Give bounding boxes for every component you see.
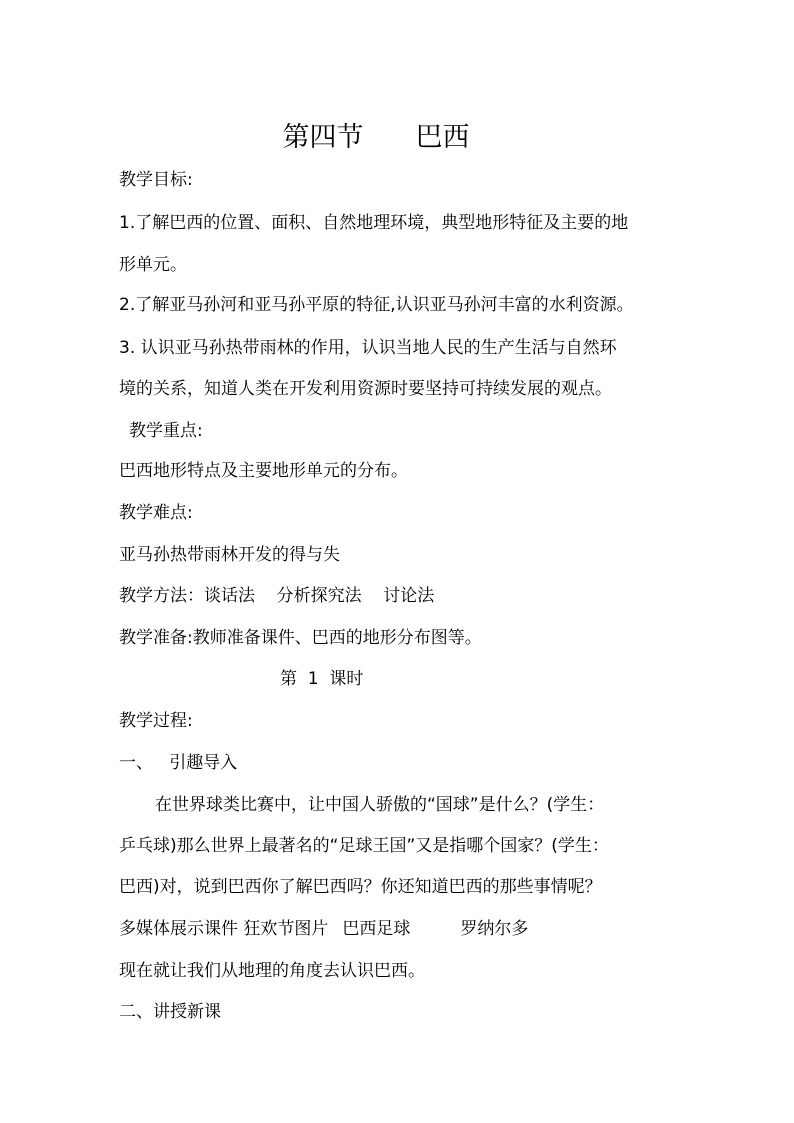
section-1-heading: 一、 引趣导入 [119,753,238,773]
intro-paragraph-line-1: 在世界球类比赛中，让中国人骄傲的“国球”是什么？(学生： [155,795,605,815]
key-points-text: 巴西地形特点及主要地形单元的分布。 [119,461,408,481]
teaching-preparation: 教学准备:教师准备课件、巴西的地形分布图等。 [119,628,482,648]
objective-2: 2.了解亚马孙河和亚马孙平原的特征,认识亚马孙河丰富的水利资源。 [119,295,634,315]
title-country: 巴西 [415,122,470,153]
teaching-objectives-heading: 教学目标: [119,170,193,190]
objective-1-line-1: 1.了解巴西的位置、面积、自然地理环境，典型地形特征及主要的地 [119,213,629,233]
page-title [0,121,752,155]
teaching-methods: 教学方法：谈话法 分析探究法 讨论法 [119,586,435,606]
objective-3-line-1: 3. 认识亚马孙热带雨林的作用，认识当地人民的生产生活与自然环 [119,338,617,358]
brazil-football-text: 巴西足球 [342,919,411,939]
multimedia-text: 多媒体展示课件 狂欢节图片 [119,919,329,939]
section-2-heading: 二、讲授新课 [119,1002,221,1022]
difficulties-text: 亚马孙热带雨林开发的得与失 [119,545,340,565]
ronaldo-text: 罗纳尔多 [460,919,529,939]
intro-paragraph-line-2: 乒乓球)那么世界上最著名的“足球王国”又是指哪个国家？(学生： [119,836,609,856]
objective-3-line-2: 境的关系，知道人类在开发利用资源时要坚持可持续发展的观点。 [119,379,612,399]
difficulties-heading: 教学难点: [119,503,193,523]
teaching-process-heading: 教学过程: [119,711,193,731]
intro-paragraph-line-3: 巴西)对，说到巴西你了解巴西吗？你还知道巴西的那些事情呢？ [119,877,602,897]
lesson-period: 第 1 课时 [280,669,364,689]
transition-text: 现在就让我们从地理的角度去认识巴西。 [119,961,425,981]
title-section: 第四节 [282,122,364,153]
objective-1-line-2: 形单元。 [119,255,187,275]
multimedia-line [119,918,528,940]
key-points-heading: 教学重点: [129,421,203,441]
